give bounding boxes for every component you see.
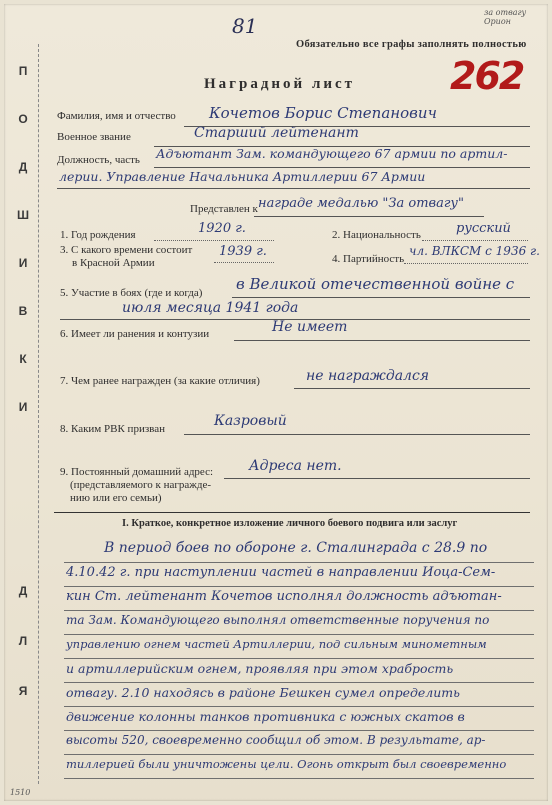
narrative-line: кин Ст. лейтенант Кочетов исполнял должность адъютан- — [66, 589, 502, 604]
ruled-line — [64, 610, 534, 611]
name-value: Кочетов Борис Степанович — [209, 104, 437, 122]
narrative-line: движение колонны танков противника с южных скатов в — [66, 709, 465, 724]
narrative-line: тиллерией были уничтожены цели. Огонь открыт был своевременно — [66, 757, 507, 771]
side-letter: Д — [18, 584, 28, 598]
address-value: Адреса нет. — [249, 458, 342, 474]
position-line-1 — [154, 167, 530, 168]
service-label-2: в Красной Армии — [72, 257, 155, 269]
ruled-line — [64, 658, 534, 659]
birth-value: 1920 г. — [198, 221, 246, 236]
service-label-1: 3. С какого времени состоит — [60, 244, 193, 256]
narrative-line: высоты 520, своевременно сообщил об этом. В результате, ар- — [66, 733, 486, 747]
side-letter: В — [18, 304, 28, 318]
birth-line — [154, 240, 274, 241]
awards-value: не награждался — [306, 368, 430, 384]
birth-label: 1. Год рождения — [60, 229, 136, 241]
ruled-line — [64, 682, 534, 683]
ruled-line — [64, 634, 534, 635]
rvk-label: 8. Каким РВК призван — [60, 423, 165, 435]
page-title: Наградной лист — [204, 76, 356, 92]
ruled-line — [64, 778, 534, 779]
section-heading: I. Краткое, конкретное изложение личного боевого подвига или заслуг — [122, 518, 458, 529]
ruled-line — [64, 754, 534, 755]
wounds-value: Не имеет — [272, 319, 348, 335]
service-line — [214, 262, 274, 263]
party-value: чл. ВЛКСМ с 1936 г. — [409, 244, 540, 258]
bottom-number: 1510 — [10, 788, 31, 797]
battles-label: 5. Участие в боях (где и когда) — [60, 287, 203, 299]
side-letter: Ш — [16, 208, 30, 222]
side-letter: П — [18, 64, 28, 78]
battles-line-1 — [232, 297, 530, 298]
wounds-line — [234, 340, 530, 341]
rank-label: Военное звание — [57, 131, 131, 143]
battles-value-2: июля месяца 1941 года — [122, 300, 299, 316]
position-line-2 — [57, 188, 530, 189]
address-label-3: нию или его семьи) — [70, 492, 162, 504]
nominated-label: Представлен к — [190, 203, 258, 215]
narrative-line: В период боев по обороне г. Сталинграда с 28.9 по — [104, 540, 488, 556]
narrative-line: та Зам. Командующего выполнял ответственные поручения по — [66, 613, 490, 627]
ruled-line — [64, 562, 534, 563]
side-letter: И — [18, 256, 28, 270]
awards-label: 7. Чем ранее награжден (за какие отличия) — [60, 375, 260, 387]
fill-notice: Обязательно все графы заполнять полностью — [296, 39, 527, 50]
document-number: 262 — [450, 54, 524, 98]
name-label: Фамилия, имя и отчество — [57, 110, 176, 122]
narrative-line: управлению огнем частей Артиллерии, под сильным минометным — [66, 637, 487, 651]
side-letter: И — [18, 400, 28, 414]
position-value-2: лерии. Управление Начальника Артиллерии 67 Армии — [59, 169, 426, 184]
party-label: 4. Партийность — [332, 253, 405, 265]
position-value-1: Адъютант Зам. командующего 67 армии по артил- — [156, 146, 508, 161]
narrative-line: отвагу. 2.10 находясь в районе Бешкен сумел определить — [66, 685, 460, 700]
award-sheet — [4, 4, 548, 801]
address-line — [224, 478, 530, 479]
narrative-line: 4.10.42 г. при наступлении частей в направлении Иоца-Сем- — [66, 565, 496, 580]
rvk-line — [184, 434, 530, 435]
side-letter: Д — [18, 160, 28, 174]
side-label — [14, 64, 32, 784]
side-letter: О — [18, 112, 28, 126]
rank-value: Старший лейтенант — [194, 125, 359, 141]
position-label: Должность, часть — [57, 154, 140, 166]
address-label-2: (представляемого к награжде- — [70, 479, 212, 491]
nominated-value: награде медалью "За отвагу" — [258, 196, 464, 211]
ruled-line — [64, 706, 534, 707]
awards-line — [294, 388, 530, 389]
narrative-line: и артиллерийским огнем, проявляя при этом храбрость — [66, 661, 454, 676]
corner-note: за отвагу Орион — [484, 8, 527, 26]
address-label-1: 9. Постоянный домашний адрес: — [60, 466, 214, 478]
page-number-hand: 81 — [232, 14, 258, 38]
rvk-value: Казровый — [214, 413, 287, 429]
side-divider — [38, 44, 39, 784]
ruled-line — [64, 730, 534, 731]
nationality-label: 2. Национальность — [332, 229, 421, 241]
section-divider — [54, 512, 530, 513]
nationality-line — [422, 240, 528, 241]
side-letter: К — [19, 352, 27, 366]
nationality-value: русский — [456, 221, 511, 236]
side-letter: Я — [18, 684, 28, 698]
nominated-line — [254, 216, 484, 217]
ruled-line — [64, 586, 534, 587]
service-value: 1939 г. — [219, 244, 267, 259]
side-letter: Л — [18, 634, 28, 648]
party-line — [404, 263, 528, 264]
battles-value-1: в Великой отечественной войне с — [236, 275, 515, 293]
wounds-label: 6. Имеет ли ранения и контузии — [60, 328, 210, 340]
